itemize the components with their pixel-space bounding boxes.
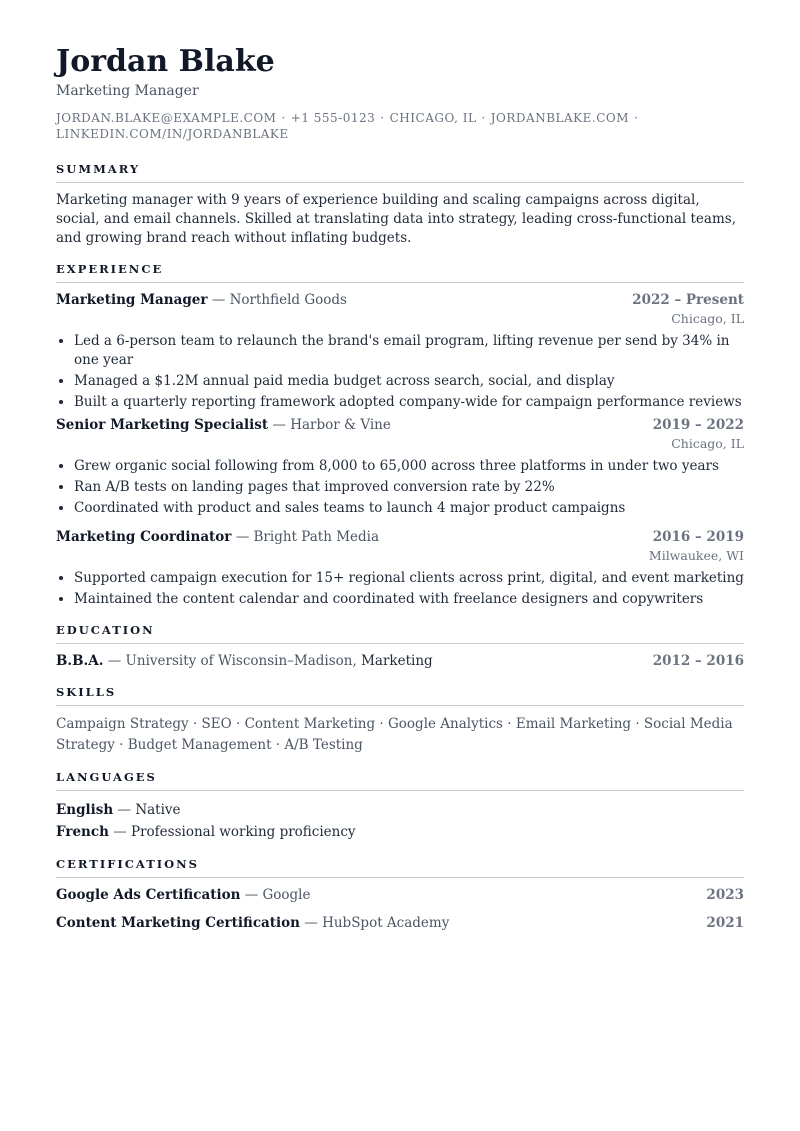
dash: — <box>113 824 127 840</box>
bullet-item: • Managed a $1.2M annual paid media budget across search, social, and display <box>74 372 744 391</box>
school-name: University of Wisconsin–Madison, <box>125 653 357 669</box>
contact-website[interactable]: JORDANBLAKE.COM <box>490 111 630 125</box>
bullet-item: • Supported campaign execution for 15+ regional clients across print, digital, and event marketing <box>74 569 744 588</box>
language-level: Professional working proficiency <box>131 824 356 840</box>
bullet-item: • Led a 6-person team to relaunch the brand's email program, lifting revenue per send by 34% in one year <box>74 332 744 370</box>
separator: · <box>380 111 385 125</box>
language-entry <box>56 821 744 843</box>
certification-entry <box>56 914 744 933</box>
section-title: EDUCATION <box>56 623 744 644</box>
education-entry <box>56 652 744 671</box>
job-title: Marketing Manager <box>56 292 208 308</box>
job-title: Marketing Coordinator <box>56 529 232 545</box>
certifications-section <box>56 857 744 933</box>
job-entry <box>56 528 744 609</box>
company-name: Northfield Goods <box>229 292 347 308</box>
separator: · <box>481 111 486 125</box>
certification-issuer: HubSpot Academy <box>322 915 450 931</box>
company-name: Harbor & Vine <box>290 417 391 433</box>
bullet-item: • Coordinated with product and sales teams to launch 4 major product campaigns <box>74 499 744 518</box>
dash: — <box>272 417 286 433</box>
certification-issuer: Google <box>262 887 311 903</box>
education-section <box>56 623 744 671</box>
dash: — <box>244 887 259 903</box>
summary-text: Marketing manager with 9 years of experience building and scaling campaigns across digital, social, and email channels. Skilled at translating data into strategy, leading cross-functional teams, and growing brand reach without inflating budgets. <box>56 192 736 246</box>
language-name: French <box>56 824 109 840</box>
job-location: Chicago, IL <box>671 311 744 326</box>
separator: · <box>281 111 286 125</box>
job-location: Chicago, IL <box>671 436 744 451</box>
section-title: SUMMARY <box>56 162 744 183</box>
field-of-study: Marketing <box>361 653 433 669</box>
language-level: Native <box>135 802 181 818</box>
summary-section <box>56 162 744 248</box>
job-bullets <box>56 332 744 412</box>
bullet-item: • Ran A/B tests on landing pages that improved conversion rate by 22% <box>74 478 744 497</box>
contact-line <box>56 110 744 142</box>
dash: — <box>211 292 226 308</box>
section-title: SKILLS <box>56 685 744 706</box>
language-entry <box>56 799 744 821</box>
job-bullets <box>56 569 744 609</box>
candidate-name: Jordan Blake <box>56 44 275 79</box>
experience-section <box>56 262 744 609</box>
education-dates: 2012 – 2016 <box>652 653 744 669</box>
company-name: Bright Path Media <box>253 529 380 545</box>
certification-entry <box>56 886 744 905</box>
job-dates: 2022 – Present <box>632 292 744 308</box>
contact-email[interactable]: JORDAN.BLAKE@EXAMPLE.COM <box>56 111 277 125</box>
bullet-item: • Built a quarterly reporting framework adopted company-wide for campaign performance reviews <box>74 393 744 412</box>
skills-list: Campaign Strategy · SEO · Content Marketing · Google Analytics · Email Marketing · Social Media Strategy · Budget Management · A/B Testing <box>56 716 733 753</box>
dash: — <box>117 802 132 818</box>
certification-name: Content Marketing Certification <box>56 915 300 931</box>
candidate-headline: Marketing Manager <box>56 83 199 99</box>
section-title: EXPERIENCE <box>56 262 744 283</box>
language-name: English <box>56 802 114 818</box>
job-bullets <box>56 457 744 518</box>
job-dates: 2016 – 2019 <box>652 529 744 545</box>
job-entry <box>56 416 744 518</box>
job-location: Milwaukee, WI <box>648 548 744 563</box>
dash: — <box>107 653 122 669</box>
skills-section <box>56 685 744 756</box>
job-entry <box>56 291 744 412</box>
dash: — <box>235 529 250 545</box>
job-dates: 2019 – 2022 <box>652 417 744 433</box>
section-title: CERTIFICATIONS <box>56 857 744 878</box>
certification-year: 2023 <box>706 887 744 903</box>
section-title: LANGUAGES <box>56 770 744 791</box>
contact-phone[interactable]: +1 555-0123 <box>290 111 376 125</box>
certification-name: Google Ads Certification <box>56 887 241 903</box>
resume-page <box>56 44 744 933</box>
dash: — <box>304 915 318 931</box>
resume-header <box>56 44 744 142</box>
contact-location: CHICAGO, IL <box>389 111 477 125</box>
contact-linkedin[interactable]: LINKEDIN.COM/IN/JORDANBLAKE <box>56 127 289 141</box>
separator: · <box>634 111 639 125</box>
certification-year: 2021 <box>706 915 744 931</box>
bullet-item: • Maintained the content calendar and coordinated with freelance designers and copywriters <box>74 590 744 609</box>
languages-section <box>56 770 744 843</box>
degree: B.B.A. <box>56 653 104 669</box>
job-title: Senior Marketing Specialist <box>56 417 269 433</box>
bullet-item: • Grew organic social following from 8,000 to 65,000 across three platforms in under two years <box>74 457 744 476</box>
